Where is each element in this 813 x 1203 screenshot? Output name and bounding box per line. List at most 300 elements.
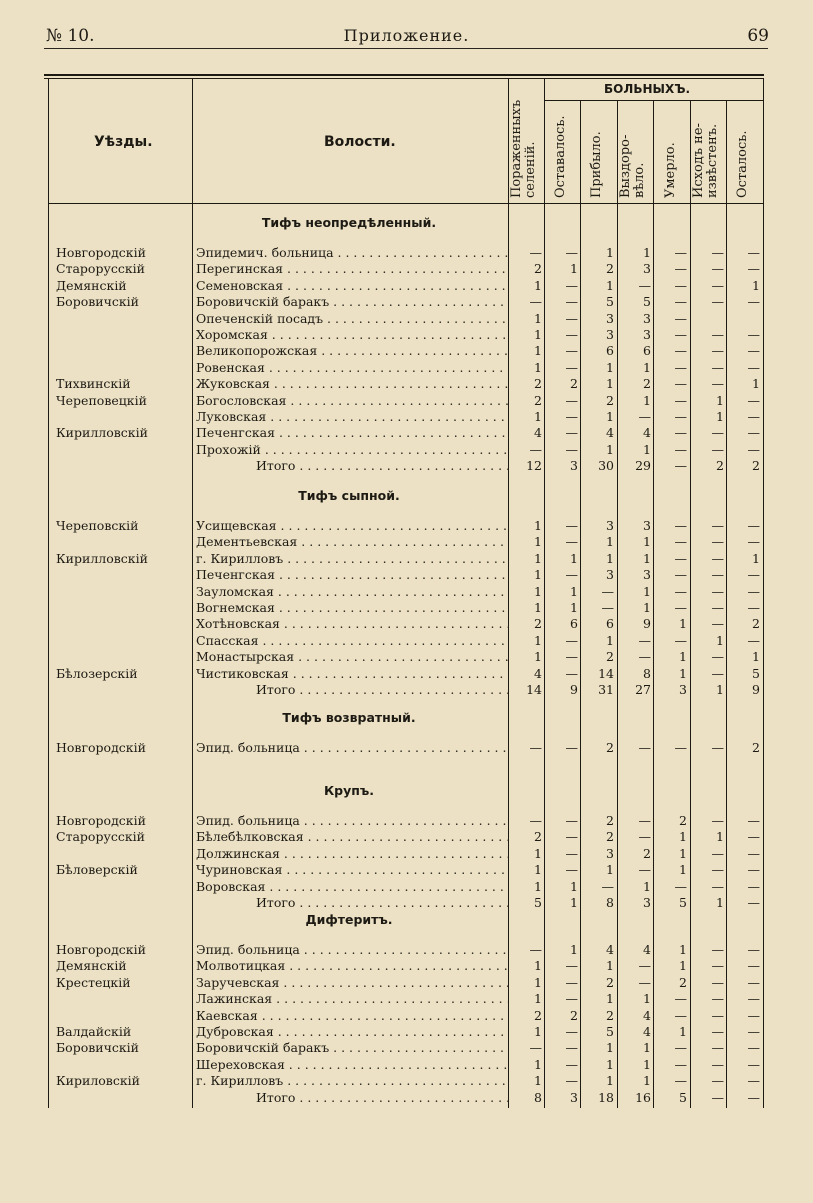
number-cell: 2 bbox=[606, 261, 614, 277]
number-cell: 2 bbox=[606, 649, 614, 665]
uezd-cell: Новгородскій bbox=[56, 740, 146, 755]
number-cell: 1 bbox=[716, 829, 724, 845]
number-cell: — bbox=[747, 294, 760, 310]
table-row bbox=[44, 975, 764, 991]
number-cell: 1 bbox=[606, 534, 614, 550]
number-cell: — bbox=[601, 878, 614, 894]
total-row bbox=[44, 895, 764, 911]
number-cell: 18 bbox=[598, 1089, 614, 1105]
number-cell: — bbox=[674, 1073, 687, 1089]
number-cell: 9 bbox=[752, 682, 760, 697]
volost-cell: Усищевская . . . bbox=[196, 518, 508, 534]
number-cell: — bbox=[565, 829, 578, 845]
number-cell: — bbox=[674, 310, 687, 326]
number-cell: — bbox=[747, 441, 760, 457]
volost-cell: Итого . . . bbox=[196, 895, 508, 911]
number-cell: — bbox=[565, 409, 578, 424]
number-cell: 2 bbox=[570, 1007, 578, 1023]
uezd-cell: Демянскій bbox=[56, 277, 127, 293]
number-cell: 3 bbox=[570, 1089, 578, 1105]
number-cell: 1 bbox=[534, 600, 542, 615]
number-cell: — bbox=[638, 813, 651, 828]
table-row bbox=[44, 409, 764, 425]
volost-cell: Боровичскій баракъ . . . bbox=[196, 1040, 508, 1056]
number-cell: 1 bbox=[643, 1073, 651, 1089]
table-row bbox=[44, 616, 764, 632]
number-cell: — bbox=[711, 343, 724, 359]
table-row bbox=[44, 991, 764, 1007]
section-title: Тифъ сыпной. bbox=[298, 488, 400, 503]
number-cell: — bbox=[674, 550, 687, 566]
number-cell: — bbox=[747, 991, 760, 1007]
uezd-cell: Старорусскій bbox=[56, 829, 145, 845]
table-row bbox=[44, 1057, 764, 1073]
number-cell: — bbox=[674, 600, 687, 615]
number-cell: — bbox=[565, 310, 578, 326]
total-row bbox=[44, 1090, 764, 1106]
number-cell: 1 bbox=[534, 327, 542, 342]
number-cell: 3 bbox=[606, 310, 614, 326]
number-cell: — bbox=[711, 1056, 724, 1072]
number-cell: — bbox=[674, 392, 687, 408]
number-cell: — bbox=[565, 1073, 578, 1089]
number-cell: — bbox=[747, 261, 760, 277]
column-header-remaining: Осталось. bbox=[735, 130, 750, 198]
table-row bbox=[44, 425, 764, 441]
number-cell: — bbox=[711, 942, 724, 957]
number-cell: 4 bbox=[534, 665, 542, 681]
number-cell: — bbox=[674, 567, 687, 583]
table-row bbox=[44, 551, 764, 567]
number-cell: — bbox=[674, 327, 687, 342]
number-cell: — bbox=[711, 649, 724, 665]
uezd-cell: Бѣлозерскій bbox=[56, 665, 138, 681]
volost-cell: Воровская . . . bbox=[196, 879, 508, 895]
volost-cell: Шереховская . . . bbox=[196, 1057, 508, 1073]
number-cell: — bbox=[711, 359, 724, 375]
number-cell: 1 bbox=[534, 518, 542, 533]
header-bottom-rule bbox=[48, 203, 763, 204]
number-cell: 1 bbox=[716, 682, 724, 697]
volost-cell: Монастырская . . . bbox=[196, 649, 508, 665]
number-cell: — bbox=[711, 261, 724, 277]
number-cell: 2 bbox=[534, 829, 542, 845]
number-cell: 1 bbox=[606, 277, 614, 293]
number-cell: 1 bbox=[534, 343, 542, 359]
number-cell: — bbox=[674, 534, 687, 550]
number-cell: 1 bbox=[534, 862, 542, 878]
number-cell: 2 bbox=[606, 829, 614, 845]
number-cell: 1 bbox=[679, 942, 687, 957]
number-cell: 1 bbox=[606, 991, 614, 1007]
number-cell: — bbox=[565, 1024, 578, 1039]
number-cell: 9 bbox=[570, 682, 578, 697]
table-row bbox=[44, 311, 764, 327]
table-row bbox=[44, 942, 764, 958]
uezd-cell: Череповецкій bbox=[56, 392, 147, 408]
number-cell: 4 bbox=[534, 425, 542, 441]
number-cell: 1 bbox=[570, 942, 578, 957]
volost-cell: Эпид. больница . . . bbox=[196, 740, 508, 756]
number-cell: 1 bbox=[534, 534, 542, 550]
table-row bbox=[44, 649, 764, 665]
number-cell: — bbox=[711, 665, 724, 681]
column-header-sick: БОЛЬНЫХЪ. bbox=[604, 82, 691, 96]
volost-cell: Итого . . . bbox=[196, 682, 508, 698]
number-cell: — bbox=[747, 392, 760, 408]
number-cell: 2 bbox=[643, 376, 651, 392]
number-cell: 5 bbox=[606, 294, 614, 310]
number-cell: — bbox=[565, 974, 578, 990]
number-cell: — bbox=[674, 1007, 687, 1023]
number-cell: 1 bbox=[752, 649, 760, 665]
volost-cell: Семеновская . . . bbox=[196, 278, 508, 294]
number-cell: 5 bbox=[679, 1089, 687, 1105]
uezd-cell: Новгородскій bbox=[56, 942, 146, 957]
number-cell: 3 bbox=[606, 518, 614, 533]
number-cell: 1 bbox=[534, 991, 542, 1007]
number-cell: — bbox=[711, 277, 724, 293]
number-cell: — bbox=[711, 1089, 724, 1105]
number-cell: 1 bbox=[570, 895, 578, 910]
number-cell: — bbox=[747, 343, 760, 359]
number-cell: 1 bbox=[679, 958, 687, 974]
number-cell: — bbox=[601, 600, 614, 615]
total-row bbox=[44, 682, 764, 698]
uezd-cell: Кирилловскій bbox=[56, 550, 148, 566]
sick-group-rule bbox=[544, 100, 763, 101]
statistics-table bbox=[44, 70, 764, 1115]
table-top-rule bbox=[44, 74, 764, 76]
number-cell: — bbox=[747, 1007, 760, 1023]
number-cell: 1 bbox=[679, 1024, 687, 1039]
table-row bbox=[44, 534, 764, 550]
volost-cell: Эпид. больница . . . bbox=[196, 942, 508, 958]
volost-cell: Луковская . . . bbox=[196, 409, 508, 425]
number-cell: 4 bbox=[643, 425, 651, 441]
number-cell: 1 bbox=[606, 550, 614, 566]
number-cell: — bbox=[565, 343, 578, 359]
number-cell: — bbox=[711, 425, 724, 441]
number-cell: — bbox=[674, 376, 687, 392]
number-cell: — bbox=[711, 1024, 724, 1039]
uezd-cell: Боровичскій bbox=[56, 294, 140, 310]
number-cell: 14 bbox=[598, 665, 614, 681]
volost-cell: Спасская . . . bbox=[196, 633, 508, 649]
uezd-cell: Кирилловскій bbox=[56, 425, 148, 441]
running-title: Приложение. bbox=[343, 26, 470, 45]
number-cell: — bbox=[565, 862, 578, 878]
number-cell: — bbox=[565, 518, 578, 533]
number-cell: — bbox=[674, 583, 687, 599]
page-number-left: № 10. bbox=[46, 26, 95, 46]
number-cell: — bbox=[674, 359, 687, 375]
uezd-cell: Бѣловерскій bbox=[56, 862, 138, 878]
number-cell: 2 bbox=[752, 458, 760, 474]
table-row bbox=[44, 567, 764, 583]
number-cell: 1 bbox=[606, 632, 614, 648]
column-header-died: Умерло. bbox=[663, 142, 678, 198]
number-cell: — bbox=[711, 534, 724, 550]
number-cell: 2 bbox=[679, 813, 687, 828]
number-cell: 1 bbox=[716, 895, 724, 910]
number-cell: — bbox=[674, 261, 687, 277]
number-cell: 2 bbox=[679, 974, 687, 990]
number-cell: 1 bbox=[534, 310, 542, 326]
number-cell: — bbox=[747, 409, 760, 424]
number-cell: 1 bbox=[534, 277, 542, 293]
number-cell: 12 bbox=[526, 458, 542, 474]
uezd-cell: Старорусскій bbox=[56, 261, 145, 277]
number-cell: 1 bbox=[534, 958, 542, 974]
number-cell: — bbox=[638, 632, 651, 648]
number-cell: 1 bbox=[534, 878, 542, 894]
table-row bbox=[44, 879, 764, 895]
number-cell: — bbox=[747, 878, 760, 894]
number-cell: — bbox=[674, 277, 687, 293]
uezd-cell: Кириловскій bbox=[56, 1073, 140, 1089]
column-header-volost: Волости. bbox=[324, 134, 396, 150]
number-cell: 1 bbox=[679, 829, 687, 845]
volost-cell: Перегинская . . . bbox=[196, 261, 508, 277]
number-cell: 1 bbox=[534, 649, 542, 665]
uezd-cell: Череповскій bbox=[56, 518, 139, 533]
number-cell: 27 bbox=[635, 682, 651, 697]
volost-cell: Прохожій . . . bbox=[196, 442, 508, 458]
number-cell: 1 bbox=[643, 600, 651, 615]
number-cell: 2 bbox=[606, 813, 614, 828]
volost-cell: Зауломская . . . bbox=[196, 584, 508, 600]
number-cell: 2 bbox=[606, 974, 614, 990]
number-cell: 1 bbox=[534, 583, 542, 599]
number-cell: 2 bbox=[643, 845, 651, 861]
volost-cell: Эпидемич. больница . . . bbox=[196, 245, 508, 261]
number-cell: — bbox=[747, 862, 760, 878]
number-cell: — bbox=[674, 632, 687, 648]
volost-cell: Дементьевская . . . bbox=[196, 534, 508, 550]
number-cell: 1 bbox=[679, 616, 687, 632]
number-cell: 1 bbox=[716, 392, 724, 408]
table-row bbox=[44, 1024, 764, 1040]
number-cell: — bbox=[565, 567, 578, 583]
uezd-cell: Валдайскій bbox=[56, 1024, 132, 1039]
number-cell: 16 bbox=[635, 1089, 651, 1105]
number-cell: 3 bbox=[643, 310, 651, 326]
number-cell: 1 bbox=[570, 878, 578, 894]
number-cell: — bbox=[565, 1056, 578, 1072]
number-cell: — bbox=[529, 942, 542, 957]
number-cell: 1 bbox=[606, 409, 614, 424]
number-cell: 5 bbox=[643, 294, 651, 310]
number-cell: 9 bbox=[643, 616, 651, 632]
number-cell: — bbox=[565, 425, 578, 441]
number-cell: — bbox=[565, 277, 578, 293]
number-cell: — bbox=[747, 1089, 760, 1105]
number-cell: — bbox=[711, 550, 724, 566]
number-cell: 6 bbox=[570, 616, 578, 632]
number-cell: 1 bbox=[534, 1056, 542, 1072]
number-cell: 3 bbox=[643, 895, 651, 910]
number-cell: 1 bbox=[752, 376, 760, 392]
table-row bbox=[44, 245, 764, 261]
table-row bbox=[44, 261, 764, 277]
number-cell: 1 bbox=[570, 550, 578, 566]
column-header-arrived: Прибыло. bbox=[589, 131, 604, 198]
number-cell: 4 bbox=[606, 425, 614, 441]
uezd-cell: Новгородскій bbox=[56, 813, 146, 828]
table-row bbox=[44, 376, 764, 392]
number-cell: — bbox=[638, 974, 651, 990]
number-cell: 1 bbox=[716, 632, 724, 648]
number-cell: 1 bbox=[534, 845, 542, 861]
number-cell: 1 bbox=[570, 600, 578, 615]
number-cell: — bbox=[711, 1073, 724, 1089]
section-title: Дифтеритъ. bbox=[305, 912, 393, 927]
number-cell: 4 bbox=[643, 1007, 651, 1023]
volost-cell: Чистиковская . . . bbox=[196, 666, 508, 682]
number-cell: — bbox=[529, 813, 542, 828]
number-cell: — bbox=[747, 813, 760, 828]
total-row bbox=[44, 458, 764, 474]
table-row bbox=[44, 327, 764, 343]
number-cell: 1 bbox=[534, 1024, 542, 1039]
number-cell: — bbox=[674, 740, 687, 755]
number-cell: — bbox=[529, 1040, 542, 1056]
section-title: Тифъ возвратный. bbox=[282, 710, 416, 725]
number-cell: 5 bbox=[606, 1024, 614, 1039]
number-cell: — bbox=[747, 1073, 760, 1089]
number-cell: 5 bbox=[752, 665, 760, 681]
column-header-uezd: Уѣзды. bbox=[94, 134, 153, 150]
number-cell: 3 bbox=[643, 567, 651, 583]
number-cell: 3 bbox=[679, 682, 687, 697]
number-cell: — bbox=[711, 441, 724, 457]
volost-cell: Богословская . . . bbox=[196, 393, 508, 409]
number-cell: — bbox=[711, 862, 724, 878]
number-cell: 1 bbox=[643, 534, 651, 550]
number-cell: 2 bbox=[534, 261, 542, 277]
table-row bbox=[44, 518, 764, 534]
number-cell: 29 bbox=[635, 458, 651, 474]
uezd-cell: Демянскій bbox=[56, 958, 127, 974]
uezd-cell: Новгородскій bbox=[56, 245, 146, 260]
number-cell: — bbox=[529, 245, 542, 260]
volost-cell: Чуриновская . . . bbox=[196, 862, 508, 878]
number-cell: — bbox=[711, 376, 724, 392]
volost-cell: Боровичскій баракъ . . . bbox=[196, 294, 508, 310]
volost-cell: Ровенская . . . bbox=[196, 360, 508, 376]
number-cell: — bbox=[747, 567, 760, 583]
number-cell: 1 bbox=[643, 245, 651, 260]
number-cell: — bbox=[565, 392, 578, 408]
number-cell: 1 bbox=[606, 245, 614, 260]
number-cell: 2 bbox=[534, 392, 542, 408]
volost-cell: Хоромская . . . bbox=[196, 327, 508, 343]
number-cell: — bbox=[711, 845, 724, 861]
number-cell: — bbox=[674, 425, 687, 441]
number-cell: — bbox=[711, 567, 724, 583]
number-cell: 1 bbox=[643, 441, 651, 457]
table-row bbox=[44, 442, 764, 458]
number-cell: — bbox=[674, 343, 687, 359]
number-cell: — bbox=[747, 327, 760, 342]
number-cell: — bbox=[674, 878, 687, 894]
section-title: Тифъ неопредѣленный. bbox=[261, 215, 437, 230]
volost-cell: Лажинская . . . bbox=[196, 991, 508, 1007]
table-row bbox=[44, 278, 764, 294]
number-cell: 5 bbox=[679, 895, 687, 910]
number-cell: — bbox=[747, 895, 760, 910]
number-cell: — bbox=[638, 862, 651, 878]
number-cell: 1 bbox=[534, 1073, 542, 1089]
number-cell: 2 bbox=[606, 740, 614, 755]
number-cell: 1 bbox=[752, 550, 760, 566]
number-cell: — bbox=[674, 1056, 687, 1072]
number-cell: — bbox=[565, 632, 578, 648]
number-cell: — bbox=[711, 1007, 724, 1023]
number-cell: — bbox=[747, 829, 760, 845]
number-cell: — bbox=[565, 245, 578, 260]
number-cell: — bbox=[565, 294, 578, 310]
number-cell: 8 bbox=[643, 665, 651, 681]
number-cell: 2 bbox=[606, 392, 614, 408]
number-cell: 3 bbox=[606, 327, 614, 342]
number-cell: — bbox=[565, 665, 578, 681]
number-cell: 3 bbox=[643, 518, 651, 533]
number-cell: 1 bbox=[643, 359, 651, 375]
page-number-right: 69 bbox=[747, 26, 769, 46]
number-cell: — bbox=[711, 878, 724, 894]
number-cell: — bbox=[565, 441, 578, 457]
number-cell: — bbox=[711, 991, 724, 1007]
number-cell: — bbox=[711, 616, 724, 632]
number-cell: — bbox=[674, 441, 687, 457]
number-cell: 1 bbox=[606, 1056, 614, 1072]
number-cell: — bbox=[711, 600, 724, 615]
number-cell: 2 bbox=[534, 376, 542, 392]
number-cell: 1 bbox=[606, 359, 614, 375]
volost-cell: Заручевская . . . bbox=[196, 975, 508, 991]
number-cell: 1 bbox=[643, 991, 651, 1007]
number-cell: 1 bbox=[606, 1040, 614, 1056]
number-cell: — bbox=[674, 245, 687, 260]
number-cell: — bbox=[565, 958, 578, 974]
table-top-rule-thin bbox=[44, 78, 764, 79]
volost-cell: Молвотицкая . . . bbox=[196, 958, 508, 974]
number-cell: 3 bbox=[643, 261, 651, 277]
column-header-remained-before: Оставалось. bbox=[553, 115, 568, 198]
number-cell: — bbox=[565, 649, 578, 665]
number-cell: — bbox=[711, 245, 724, 260]
number-cell: — bbox=[565, 740, 578, 755]
number-cell: — bbox=[638, 409, 651, 424]
number-cell: 2 bbox=[606, 1007, 614, 1023]
number-cell: — bbox=[747, 958, 760, 974]
table-row bbox=[44, 862, 764, 878]
table-row bbox=[44, 294, 764, 310]
number-cell: — bbox=[565, 991, 578, 1007]
volost-cell: Жуковская . . . bbox=[196, 376, 508, 392]
number-cell: — bbox=[711, 518, 724, 533]
number-cell: 1 bbox=[679, 845, 687, 861]
header-rule bbox=[44, 48, 768, 49]
number-cell: — bbox=[565, 813, 578, 828]
volost-cell: Печенгская . . . bbox=[196, 567, 508, 583]
number-cell: 1 bbox=[534, 359, 542, 375]
number-cell: 1 bbox=[643, 550, 651, 566]
number-cell: 1 bbox=[643, 1040, 651, 1056]
number-cell: 1 bbox=[606, 376, 614, 392]
